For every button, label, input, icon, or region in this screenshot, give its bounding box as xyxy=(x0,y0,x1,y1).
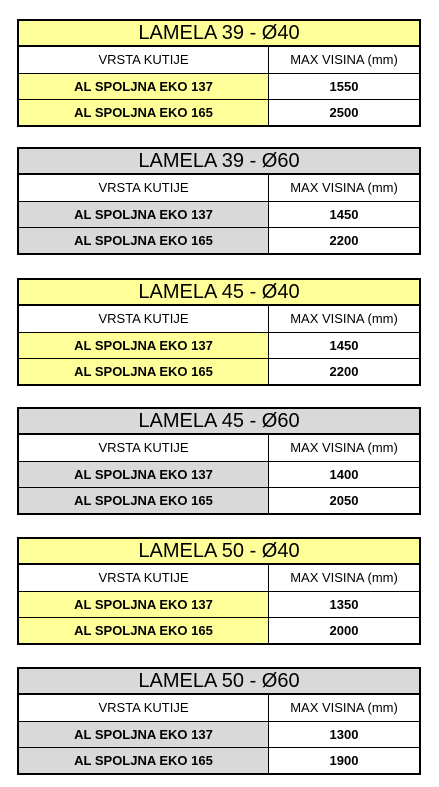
table-title: LAMELA 45 - Ø60 xyxy=(19,409,419,435)
table-title: LAMELA 39 - Ø40 xyxy=(19,21,419,47)
box-type-cell: AL SPOLJNA EKO 165 xyxy=(19,618,269,643)
spec-table xyxy=(17,407,421,515)
max-height-cell: 2200 xyxy=(329,233,359,248)
column-header-max-height: MAX VISINA (mm) xyxy=(290,311,398,326)
spec-table xyxy=(17,19,421,127)
table-row xyxy=(19,487,419,513)
table-row xyxy=(19,99,419,125)
max-height-cell: 1900 xyxy=(329,753,359,768)
max-height-cell: 1450 xyxy=(329,207,359,222)
table-header-row xyxy=(19,175,419,201)
table-header-row xyxy=(19,565,419,591)
box-type-cell: AL SPOLJNA EKO 137 xyxy=(19,592,269,617)
max-height-cell: 2000 xyxy=(329,623,359,638)
box-type-cell: AL SPOLJNA EKO 137 xyxy=(19,333,269,358)
column-header-box-type: VRSTA KUTIJE xyxy=(19,306,269,332)
box-type-cell: AL SPOLJNA EKO 137 xyxy=(19,74,269,99)
box-type-cell: AL SPOLJNA EKO 137 xyxy=(19,202,269,227)
column-header-max-height: MAX VISINA (mm) xyxy=(290,52,398,67)
box-type-cell: AL SPOLJNA EKO 165 xyxy=(19,228,269,253)
table-title: LAMELA 50 - Ø60 xyxy=(19,669,419,695)
table-row xyxy=(19,721,419,747)
column-header-max-height: MAX VISINA (mm) xyxy=(290,700,398,715)
table-header-row xyxy=(19,695,419,721)
table-row xyxy=(19,332,419,358)
table-row xyxy=(19,201,419,227)
box-type-cell: AL SPOLJNA EKO 137 xyxy=(19,722,269,747)
column-header-box-type: VRSTA KUTIJE xyxy=(19,695,269,721)
max-height-cell: 2050 xyxy=(329,493,359,508)
spec-table xyxy=(17,278,421,386)
box-type-cell: AL SPOLJNA EKO 165 xyxy=(19,488,269,513)
table-title: LAMELA 50 - Ø40 xyxy=(19,539,419,565)
spec-table xyxy=(17,147,421,255)
max-height-cell: 1450 xyxy=(329,338,359,353)
box-type-cell: AL SPOLJNA EKO 137 xyxy=(19,462,269,487)
box-type-cell: AL SPOLJNA EKO 165 xyxy=(19,748,269,773)
table-header-row xyxy=(19,435,419,461)
table-row xyxy=(19,591,419,617)
max-height-cell: 1300 xyxy=(329,727,359,742)
column-header-max-height: MAX VISINA (mm) xyxy=(290,440,398,455)
spec-table xyxy=(17,667,421,775)
column-header-max-height: MAX VISINA (mm) xyxy=(290,570,398,585)
column-header-box-type: VRSTA KUTIJE xyxy=(19,435,269,461)
max-height-cell: 1350 xyxy=(329,597,359,612)
box-type-cell: AL SPOLJNA EKO 165 xyxy=(19,100,269,125)
table-row xyxy=(19,227,419,253)
max-height-cell: 1550 xyxy=(329,79,359,94)
table-row xyxy=(19,461,419,487)
table-title: LAMELA 45 - Ø40 xyxy=(19,280,419,306)
box-type-cell: AL SPOLJNA EKO 165 xyxy=(19,359,269,384)
table-row xyxy=(19,747,419,773)
max-height-cell: 2500 xyxy=(329,105,359,120)
max-height-cell: 2200 xyxy=(329,364,359,379)
column-header-box-type: VRSTA KUTIJE xyxy=(19,47,269,73)
spec-table xyxy=(17,537,421,645)
table-title: LAMELA 39 - Ø60 xyxy=(19,149,419,175)
table-header-row xyxy=(19,306,419,332)
table-row xyxy=(19,358,419,384)
max-height-cell: 1400 xyxy=(329,467,359,482)
column-header-max-height: MAX VISINA (mm) xyxy=(290,180,398,195)
table-row xyxy=(19,73,419,99)
table-row xyxy=(19,617,419,643)
table-header-row xyxy=(19,47,419,73)
column-header-box-type: VRSTA KUTIJE xyxy=(19,565,269,591)
column-header-box-type: VRSTA KUTIJE xyxy=(19,175,269,201)
